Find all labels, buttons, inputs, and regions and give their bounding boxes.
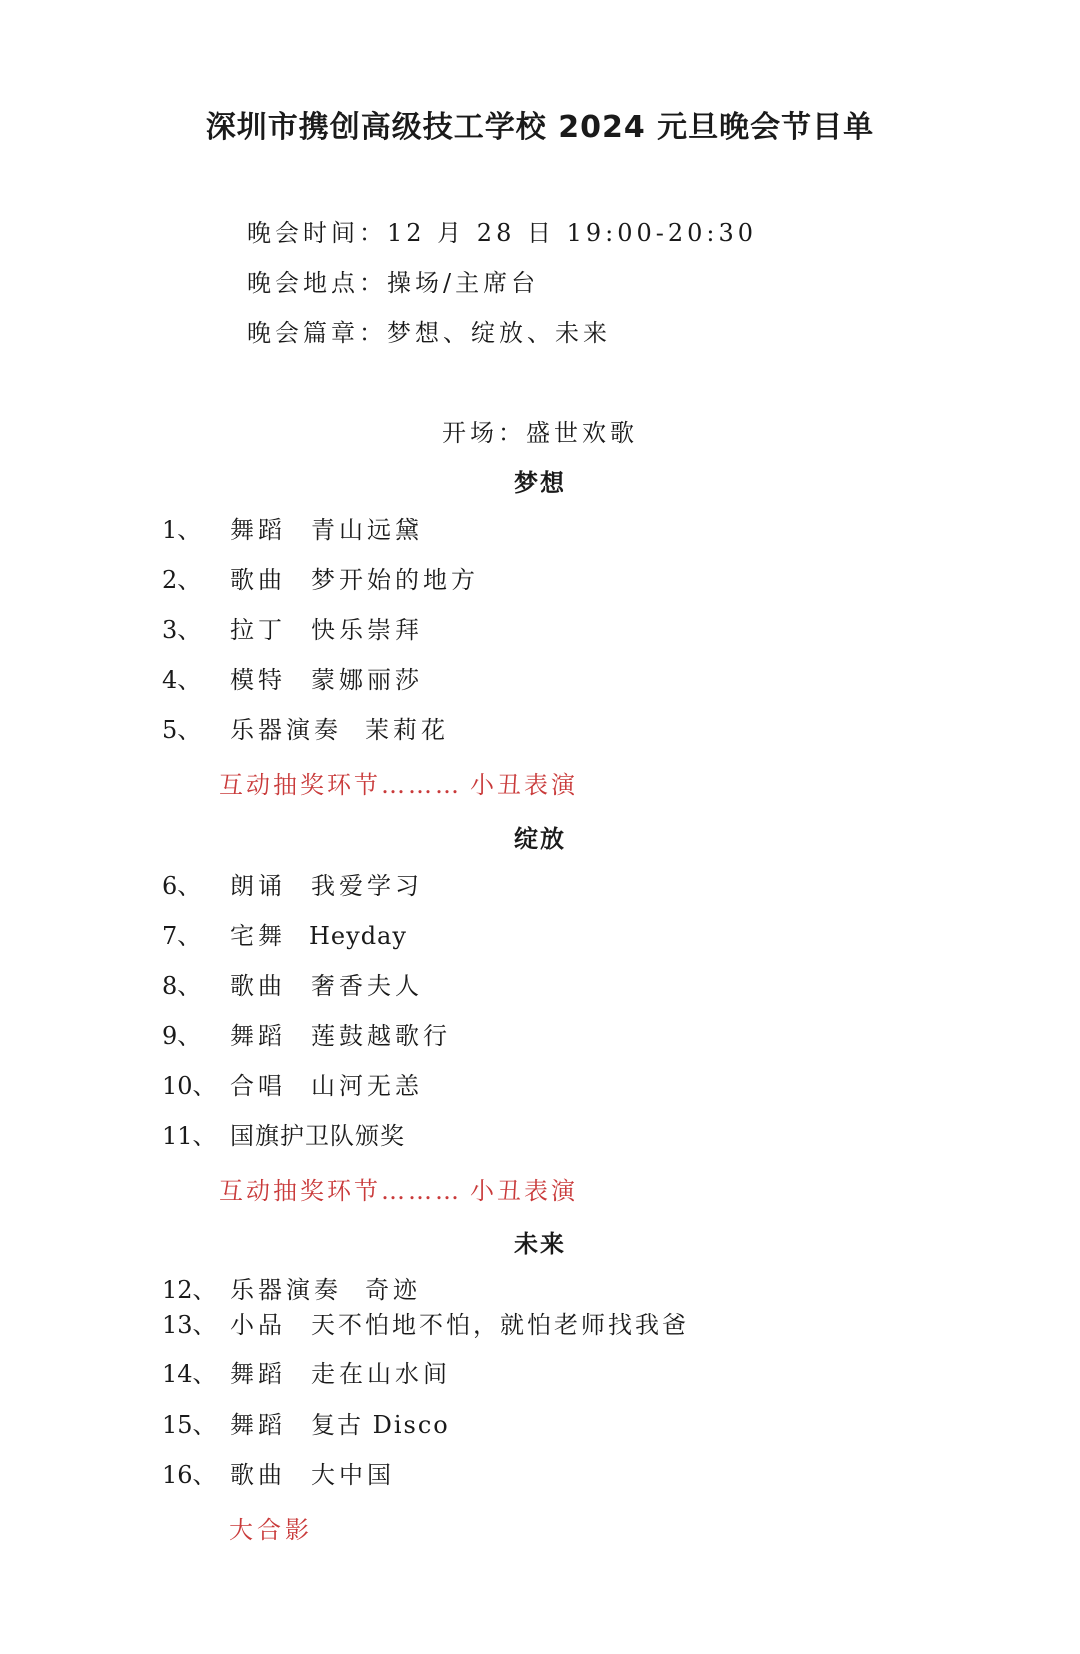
program-number: 9、 — [162, 1022, 202, 1050]
program-title: 大中国 — [311, 1461, 395, 1489]
info-time-value: 12 月 28 日 19:00-20:30 — [387, 219, 758, 247]
info-chapters-label: 晚会篇章： — [247, 319, 387, 347]
program-category: 乐器演奏 — [230, 1276, 342, 1304]
program-title: 梦开始的地方 — [311, 566, 479, 594]
section-heading-future: 未来 — [514, 1230, 566, 1258]
info-venue-value: 操场/主席台 — [387, 269, 540, 297]
program-category: 宅舞 — [230, 922, 286, 950]
program-number: 16、 — [162, 1461, 217, 1489]
program-number: 2、 — [162, 566, 202, 594]
program-title: 奢香夫人 — [311, 972, 423, 1000]
program-category: 乐器演奏 — [230, 716, 342, 744]
program-number: 14、 — [162, 1360, 217, 1388]
program-number: 7、 — [162, 922, 202, 950]
interlude-lottery — [219, 1171, 578, 1206]
section-heading-dream: 梦想 — [514, 469, 566, 497]
info-chapters — [247, 313, 611, 348]
section-heading-bloom: 绽放 — [514, 825, 566, 853]
program-number: 11、 — [162, 1122, 217, 1150]
program-title: 奇迹 — [365, 1276, 421, 1304]
program-number: 4、 — [162, 666, 202, 694]
program-category: 模特 — [230, 666, 286, 694]
program-number: 15、 — [162, 1411, 217, 1439]
program-number: 1、 — [162, 516, 202, 544]
program-title: 莲鼓越歌行 — [311, 1022, 451, 1050]
info-chapters-value: 梦想、绽放、未来 — [387, 319, 611, 347]
program-number: 10、 — [162, 1072, 217, 1100]
interlude-text: 互动抽奖环节……… — [219, 1177, 462, 1205]
program-category: 歌曲 — [230, 1461, 286, 1489]
program-category: 舞蹈 — [230, 1022, 286, 1050]
program-category: 歌曲 — [230, 972, 286, 1000]
program-title: 茉莉花 — [365, 716, 449, 744]
interlude-act: 小丑表演 — [470, 1177, 578, 1205]
closing-group-photo: 大合影 — [229, 1516, 313, 1544]
program-number: 5、 — [162, 716, 202, 744]
info-venue — [247, 263, 539, 298]
program-title: 走在山水间 — [311, 1360, 451, 1388]
program-category: 合唱 — [230, 1072, 286, 1100]
program-title: 山河无恙 — [311, 1072, 423, 1100]
program-number: 13、 — [162, 1311, 217, 1339]
program-category: 拉丁 — [230, 616, 286, 644]
program-title: 天不怕地不怕，就怕老师找我爸 — [311, 1311, 689, 1339]
program-number: 8、 — [162, 972, 202, 1000]
program-title: Heyday — [309, 922, 407, 950]
program-category: 舞蹈 — [230, 516, 286, 544]
info-venue-label: 晚会地点： — [247, 269, 387, 297]
program-category: 歌曲 — [230, 566, 286, 594]
program-title: 青山远黛 — [311, 516, 423, 544]
program-number: 6、 — [162, 872, 202, 900]
interlude-text: 互动抽奖环节……… — [219, 771, 462, 799]
program-category: 国旗护卫队颁奖 — [230, 1122, 405, 1150]
program-category: 舞蹈 — [230, 1411, 286, 1439]
opening-act: 开场：盛世欢歌 — [442, 419, 638, 447]
interlude-act: 小丑表演 — [470, 771, 578, 799]
program-title: 我爱学习 — [311, 872, 423, 900]
program-category: 小品 — [230, 1311, 286, 1339]
program-title: 复古 Disco — [311, 1411, 450, 1439]
program-category: 舞蹈 — [230, 1360, 286, 1388]
program-category: 朗诵 — [230, 872, 286, 900]
info-time-label: 晚会时间： — [247, 219, 387, 247]
program-number: 12、 — [162, 1276, 217, 1304]
program-number: 3、 — [162, 616, 202, 644]
program-title: 蒙娜丽莎 — [311, 666, 423, 694]
info-time — [247, 213, 757, 248]
program-title: 快乐崇拜 — [311, 616, 423, 644]
interlude-lottery — [219, 765, 578, 800]
page-title: 深圳市携创高级技工学校 2024 元旦晚会节目单 — [205, 110, 875, 145]
